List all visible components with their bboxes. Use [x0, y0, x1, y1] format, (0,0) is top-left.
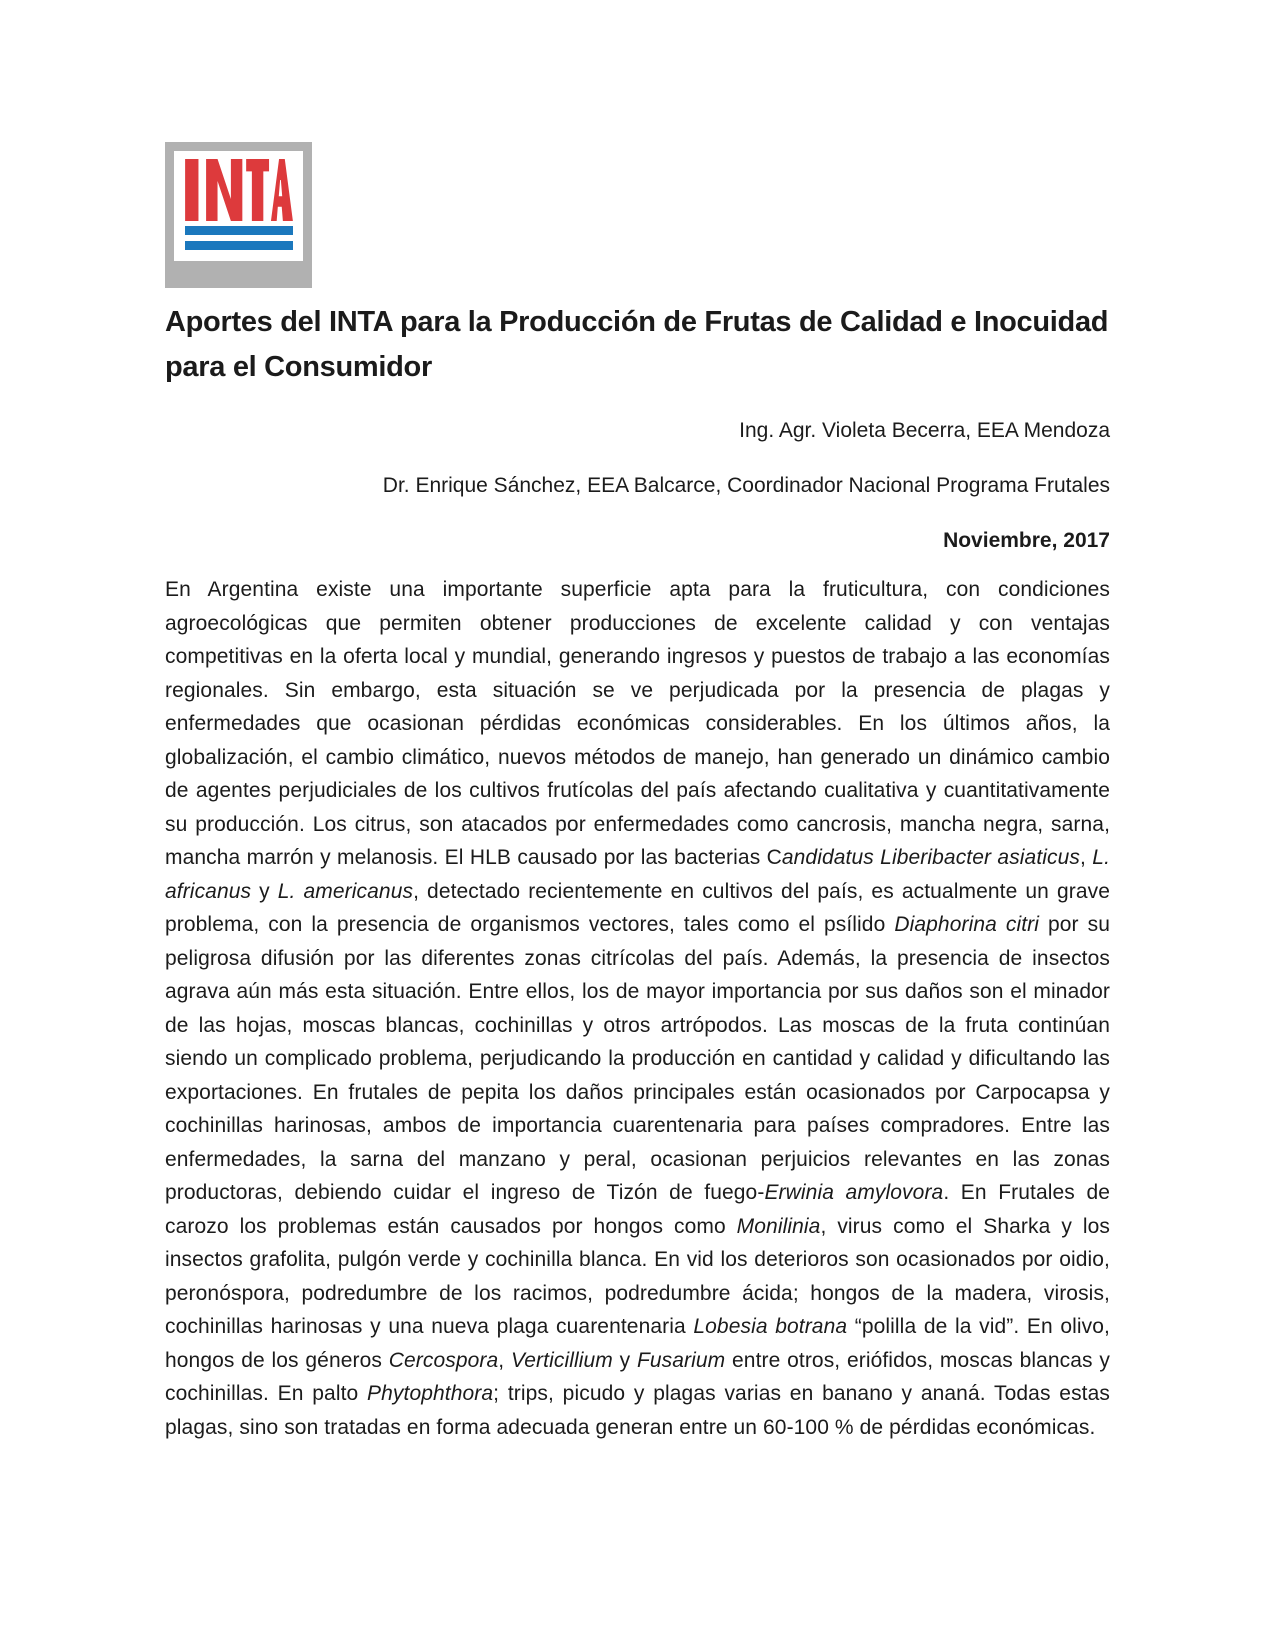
body-text: “polilla de la vid”. En olivo, hongos de los géneros: [165, 1315, 1110, 1372]
species-name: Lobesia botrana: [693, 1315, 848, 1338]
species-name: andidatus Liberibacter asiaticus: [781, 846, 1081, 869]
species-name: L. africanus: [165, 846, 1111, 903]
date-line: Noviembre, 2017: [943, 529, 1110, 552]
author-line-1: Ing. Agr. Violeta Becerra, EEA Mendoza: [739, 419, 1110, 442]
body-text: . En Frutales de carozo los problemas están causados por hongos como: [165, 1181, 1111, 1238]
inta-logo-letters-icon: [185, 159, 293, 221]
body-text: , virus como el Sharka y los insectos grafolita, pulgón verde y cochinilla blanca. En vid los deterioros son ocasionados por oidio, peronóspora, podredumbre de los racimos, podredumbre ácida; hongos de la madera, virosis, cochinillas harinosas y una nueva plaga cuarentenaria: [165, 1214, 1111, 1338]
body-text: por su peligrosa difusión por las diferentes zonas citrícolas del país. Además, la presencia de insectos agrava aún más esta situación. Entre ellos, los de mayor importancia por sus daños son el minador de las hojas, moscas blancas, cochinillas y otros artrópodos. Las moscas de la fruta continúan siendo un complicado problema, perjudicando la producción en cantidad y calidad y dificultando las exportaciones. En frutales de pepita los daños principales están ocasionados por Carpocapsa y cochinillas harinosas, ambos de importancia cuarentenaria para países compradores. Entre las enfermedades, la sarna del manzano y peral, ocasionan perjuicios relevantes en las zonas productoras, debiendo cuidar el ingreso de Tizón de fuego-: [165, 913, 1110, 1204]
body-text: y: [612, 1348, 637, 1372]
body-text: ,: [1080, 846, 1093, 869]
inta-logo-stripes: [185, 226, 293, 256]
species-name: Diaphorina citri: [894, 913, 1040, 936]
species-name: Monilinia: [736, 1214, 821, 1238]
species-name: Erwinia amylovora: [764, 1181, 944, 1204]
inta-logo: [165, 142, 312, 288]
species-name: Verticillium: [510, 1348, 613, 1372]
inta-logo-stripe-top: [185, 226, 293, 235]
body-text: ; trips, picudo y plagas varias en banano y ananá. Todas estas plagas, sino son tratadas en forma adecuada generan entre un 60-100 % de pérdidas económicas.: [165, 1382, 1110, 1439]
inta-logo-stripe-bottom: [185, 241, 293, 250]
document-title: Aportes del INTA para la Producción de Frutas de Calidad e Inocuidad para el Consumidor: [165, 306, 1109, 383]
inta-logo-inner: [174, 151, 303, 261]
body-paragraph: [165, 573, 1110, 1444]
species-name: Fusarium: [636, 1348, 726, 1372]
species-name: Phytophthora: [367, 1382, 494, 1405]
body-text: entre otros, eriófidos, moscas blancas y cochinillas. En palto: [165, 1348, 1110, 1405]
species-name: Cercospora: [388, 1348, 499, 1372]
species-name: L. americanus: [277, 879, 414, 903]
body-text: En Argentina existe una importante superficie apta para la fruticultura, con condiciones agroecológicas que permiten obtener producciones de excelente calidad y con ventajas competitivas en la oferta local y mundial, generando ingresos y puestos de trabajo a las economías regionales. Sin embargo, esta situación se ve perjudicada por la presencia de plagas y enfermedades que ocasionan pérdidas económicas considerables. En los últimos años, la globalización, el cambio climático, nuevos métodos de manejo, han generado un dinámico cambio de agentes perjudiciales de los cultivos frutícolas del país afectando cualitativa y cuantitativamente su producción. Los citrus, son atacados por enfermedades como cancrosis, mancha negra, sarna, mancha marrón y melanosis. El HLB causado por las bacterias C: [165, 578, 1110, 869]
body-text: ,: [498, 1348, 511, 1372]
author-line-2: Dr. Enrique Sánchez, EEA Balcarce, Coordinador Nacional Programa Frutales: [382, 474, 1110, 497]
body-text: y: [251, 879, 278, 903]
body-text: , detectado recientemente en cultivos del país, es actualmente un grave problema, con la presencia de organismos vectores, tales como el psílido: [165, 879, 1110, 936]
